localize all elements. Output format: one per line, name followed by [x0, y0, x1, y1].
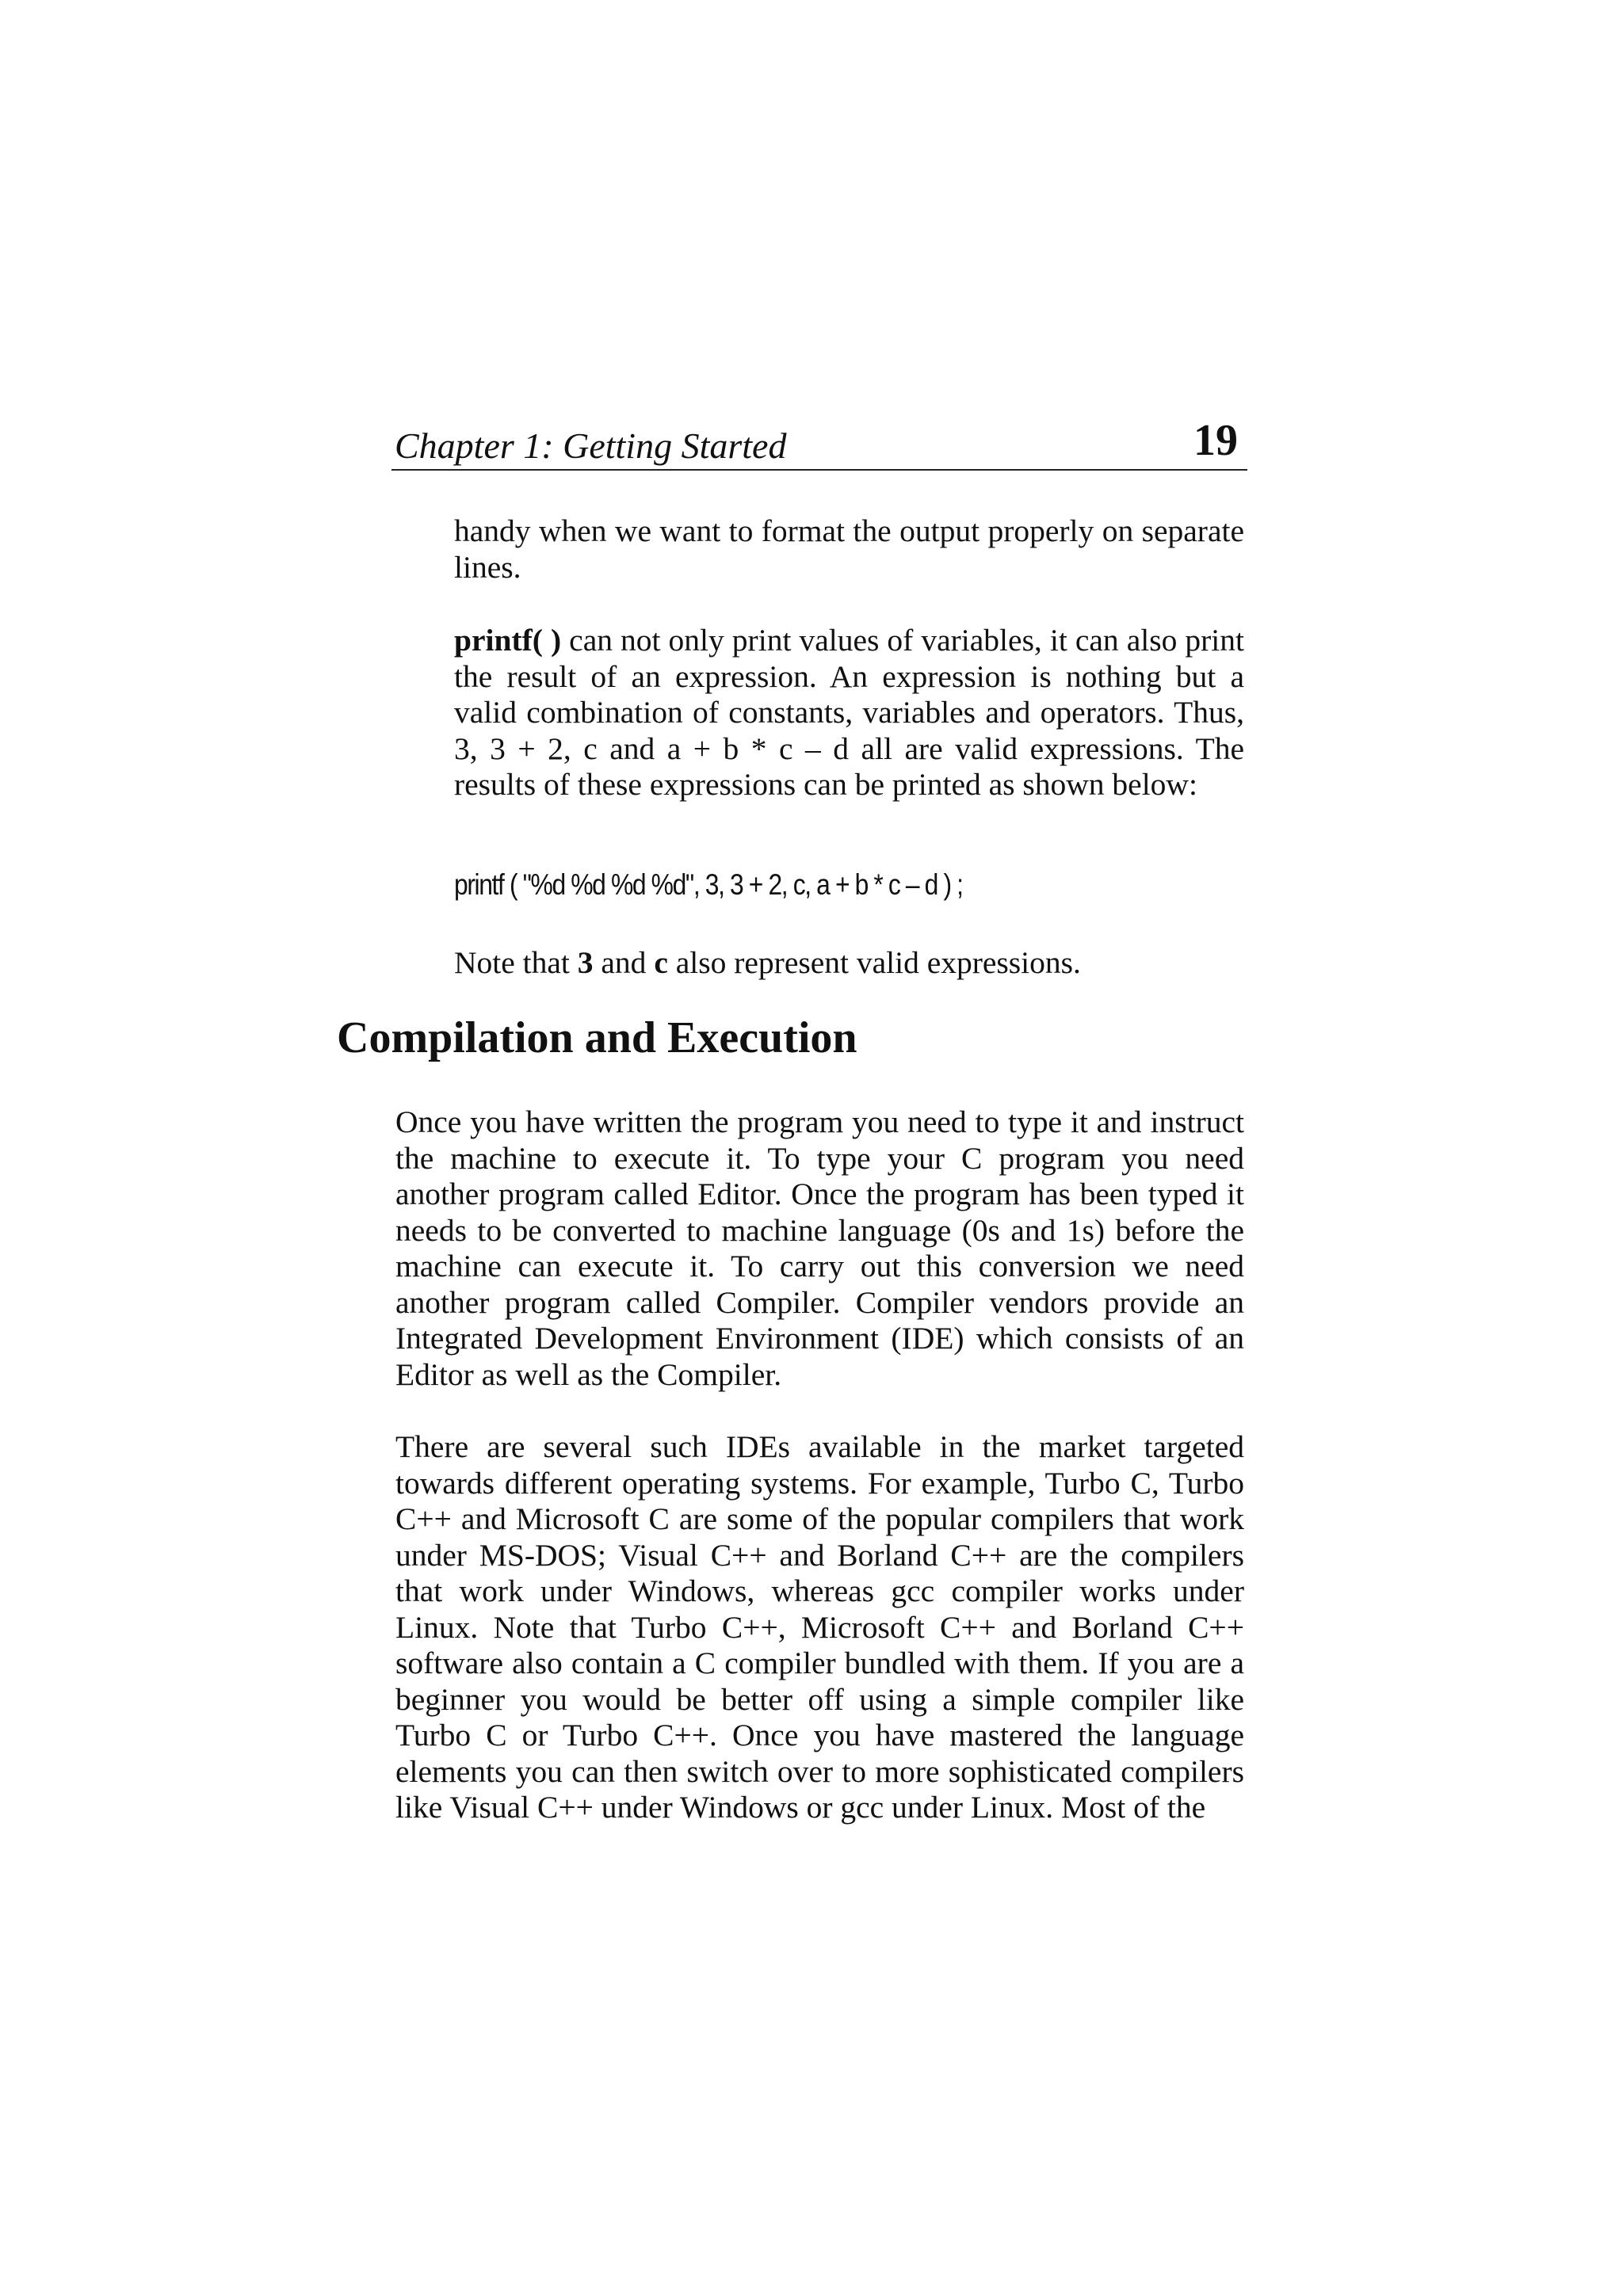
paragraph-continued: handy when we want to format the output properly on separate lines.	[454, 513, 1244, 585]
note-text-1: Note that	[454, 945, 578, 980]
paragraph-compilation: Once you have written the program you need to type it and instruct the machine to execute it. To type your C program you need another program called Editor. Once the program has been typed it needs to be converted to machine language (0s and 1s) before the machine can execute it. To carry out this conversion we need another program called Compiler. Compiler vendors provide an Integrated Development Environment (IDE) which consists of an Editor as well as the Compiler.	[395, 1104, 1244, 1392]
paragraph-printf-text: can not only print values of variables, it can also print the result of an expression. An expression is nothing but a valid combination of constants, variables and operators. Thus, 3, 3 + 2, c and a + b * c – d all are valid expressions. The results of these expressions can be printed as shown below:	[454, 623, 1244, 802]
paragraph-printf	[454, 623, 1244, 803]
note-bold-c: c	[654, 945, 668, 980]
running-header	[391, 417, 1247, 471]
chapter-title: Chapter 1: Getting Started	[395, 425, 787, 466]
printf-keyword: printf( )	[454, 623, 562, 658]
paragraph-note	[454, 945, 1244, 982]
page-number: 19	[1193, 416, 1238, 465]
note-text-2: and	[593, 945, 655, 980]
paragraph-ides: There are several such IDEs available in the market targeted towards different operating systems. For example, Turbo C, Turbo C++ and Microsoft C are some of the popular compilers that work under MS-DOS; Visual C++ and Borland C++ are the compilers that work under Windows, whereas gcc compiler works under Linux. Note that Turbo C++, Microsoft C++ and Borland C++ software also contain a C compiler bundled with them. If you are a beginner you would be better off using a simple compiler like Turbo C or Turbo C++. Once you have mastered the language elements you can then switch over to more sophisticated compilers like Visual C++ under Windows or gcc under Linux. Most of the	[395, 1429, 1244, 1825]
section-heading: Compilation and Execution	[337, 1013, 857, 1062]
note-bold-3: 3	[577, 945, 594, 980]
code-example: printf ( "%d %d %d %d", 3, 3 + 2, c, a + b * c – d ) ;	[454, 868, 963, 901]
note-text-3: also represent valid expressions.	[667, 945, 1081, 980]
